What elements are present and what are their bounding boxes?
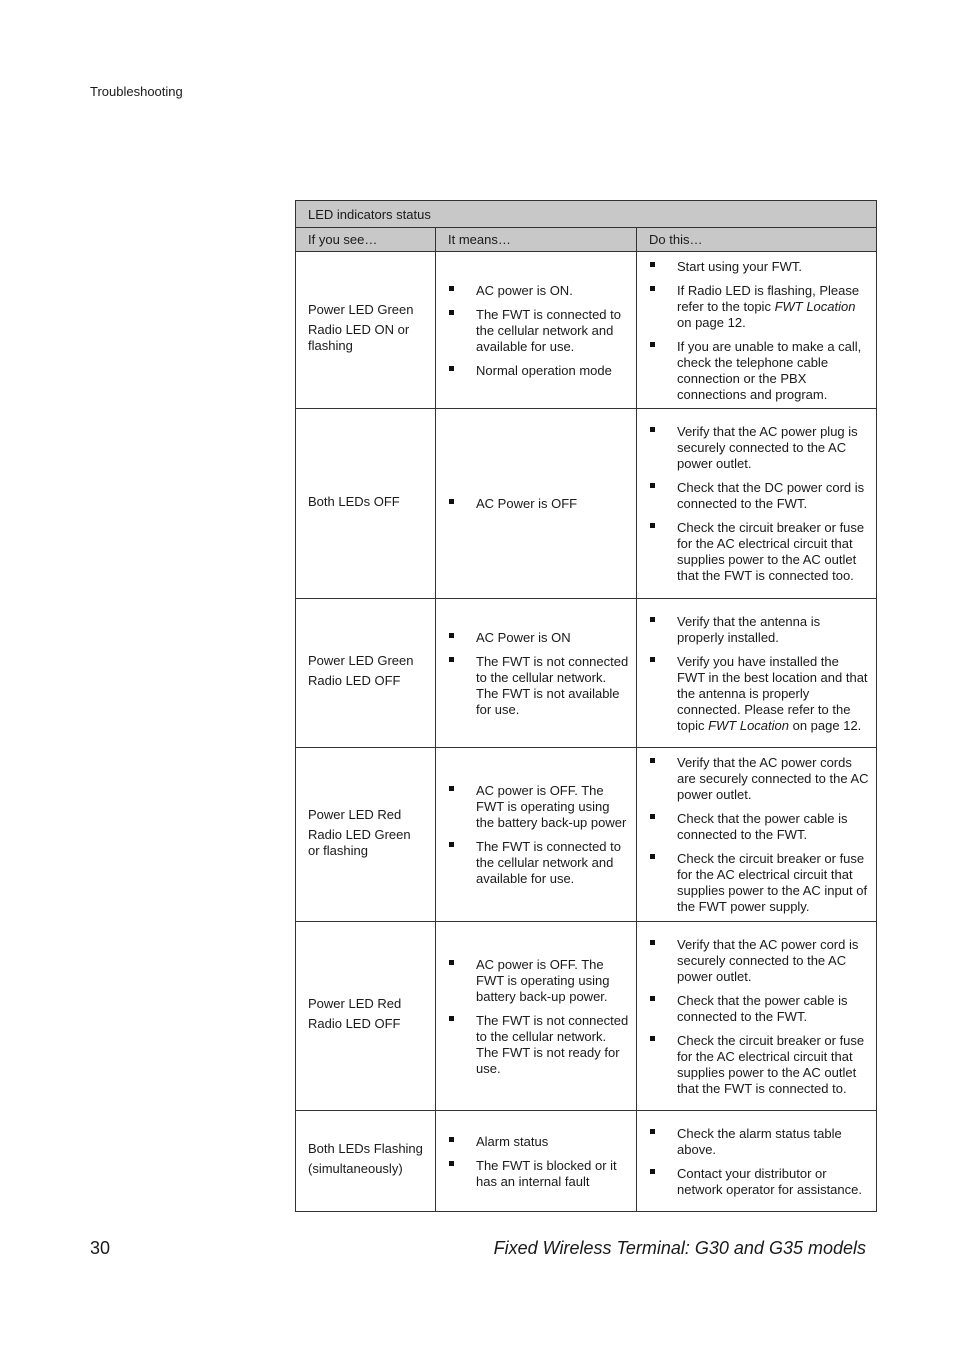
- led-state: Radio LED Green or flashing: [308, 826, 411, 858]
- means-item: AC Power is ON: [476, 630, 630, 646]
- todo-item: Verify that the AC power plug is securely connected to the AC power outlet.: [677, 424, 870, 472]
- means-item: AC power is OFF. The FWT is operating using battery back-up power.: [476, 957, 630, 1005]
- todo-item: Check that the power cable is connected to the FWT.: [677, 993, 870, 1025]
- means-cell: [436, 599, 637, 748]
- todo-item: Verify you have installed the FWT in the best location and that the antenna is properly connected. Please refer to the topic FWT Location on page 12.: [677, 654, 870, 734]
- led-state: Both LEDs Flashing: [308, 1141, 423, 1156]
- led-state: Radio LED OFF: [308, 1016, 401, 1031]
- todo-item: Check the circuit breaker or fuse for the AC electrical circuit that supplies power to the AC outlet that the FWT is connected to.: [677, 1033, 870, 1097]
- todo-item: Verify that the antenna is properly installed.: [677, 614, 870, 646]
- means-cell: [436, 409, 637, 599]
- todo-item: Check the circuit breaker or fuse for the AC electrical circuit that supplies power to the AC input of the FWT power supply.: [677, 851, 870, 915]
- todo-item: If Radio LED is flashing, Please refer to the topic FWT Location on page 12.: [677, 283, 870, 331]
- todo-item: Check the alarm status table above.: [677, 1126, 870, 1158]
- table-row: [296, 748, 877, 922]
- led-state: Radio LED OFF: [308, 673, 401, 688]
- table-row: [296, 599, 877, 748]
- todo-cell: [637, 409, 877, 599]
- column-header-means: It means…: [436, 228, 637, 252]
- see-cell: [296, 922, 436, 1111]
- todo-item: Verify that the AC power cord is securely connected to the AC power outlet.: [677, 937, 870, 985]
- led-indicators-table: [295, 200, 877, 1212]
- todo-cell: [637, 252, 877, 409]
- led-state: Power LED Green: [308, 302, 414, 317]
- means-cell: [436, 1111, 637, 1212]
- see-cell: [296, 1111, 436, 1212]
- table-row: [296, 252, 877, 409]
- table-caption: LED indicators status: [296, 201, 877, 228]
- means-item: The FWT is blocked or it has an internal fault: [476, 1158, 630, 1190]
- means-item: The FWT is not connected to the cellular network. The FWT is not ready for use.: [476, 1012, 629, 1076]
- means-cell: [436, 252, 637, 409]
- todo-item: Check that the power cable is connected to the FWT.: [677, 811, 870, 843]
- means-item: The FWT is not connected to the cellular network. The FWT is not available for use.: [476, 653, 629, 717]
- todo-item: Contact your distributor or network operator for assistance.: [677, 1166, 870, 1198]
- todo-item: Start using your FWT.: [677, 259, 870, 275]
- todo-item: Check the circuit breaker or fuse for the AC electrical circuit that supplies power to the AC outlet that the FWT is connected too.: [677, 520, 870, 584]
- means-cell: [436, 748, 637, 922]
- running-header: Troubleshooting: [90, 84, 183, 99]
- means-item: The FWT is connected to the cellular network and available for use.: [476, 839, 630, 887]
- see-cell: [296, 252, 436, 409]
- document-title: Fixed Wireless Terminal: G30 and G35 models: [493, 1238, 866, 1258]
- todo-cell: [637, 1111, 877, 1212]
- see-cell: [296, 409, 436, 599]
- column-header-see: If you see…: [296, 228, 436, 252]
- led-state: (simultaneously): [308, 1161, 403, 1176]
- means-item: The FWT is connected to the cellular network and available for use.: [476, 307, 630, 355]
- led-state: Power LED Red: [308, 996, 402, 1011]
- todo-item: If you are unable to make a call, check the telephone cable connection or the PBX connections and program.: [677, 339, 870, 403]
- todo-item: Check that the DC power cord is connected to the FWT.: [677, 480, 870, 512]
- means-item: AC power is ON.: [476, 283, 630, 299]
- todo-item: Verify that the AC power cords are securely connected to the AC power outlet.: [677, 755, 869, 802]
- see-cell: [296, 748, 436, 922]
- means-item: AC Power is OFF: [476, 496, 630, 512]
- led-state: Power LED Green: [308, 653, 414, 668]
- means-item: Normal operation mode: [476, 363, 630, 379]
- led-state: Radio LED ON or flashing: [308, 322, 410, 353]
- means-cell: [436, 922, 637, 1111]
- means-item: Alarm status: [476, 1134, 630, 1150]
- led-state: Both LEDs OFF: [308, 493, 400, 509]
- means-item: AC power is OFF. The FWT is operating using the battery back-up power: [476, 783, 630, 831]
- todo-cell: [637, 922, 877, 1111]
- todo-cell: [637, 748, 877, 922]
- page-number: 30: [90, 1238, 111, 1258]
- led-state: Power LED Red: [308, 806, 402, 822]
- column-header-todo: Do this…: [637, 228, 877, 252]
- table-row: [296, 922, 877, 1111]
- table-row: [296, 409, 877, 599]
- table-row: [296, 1111, 877, 1212]
- see-cell: [296, 599, 436, 748]
- todo-cell: [637, 599, 877, 748]
